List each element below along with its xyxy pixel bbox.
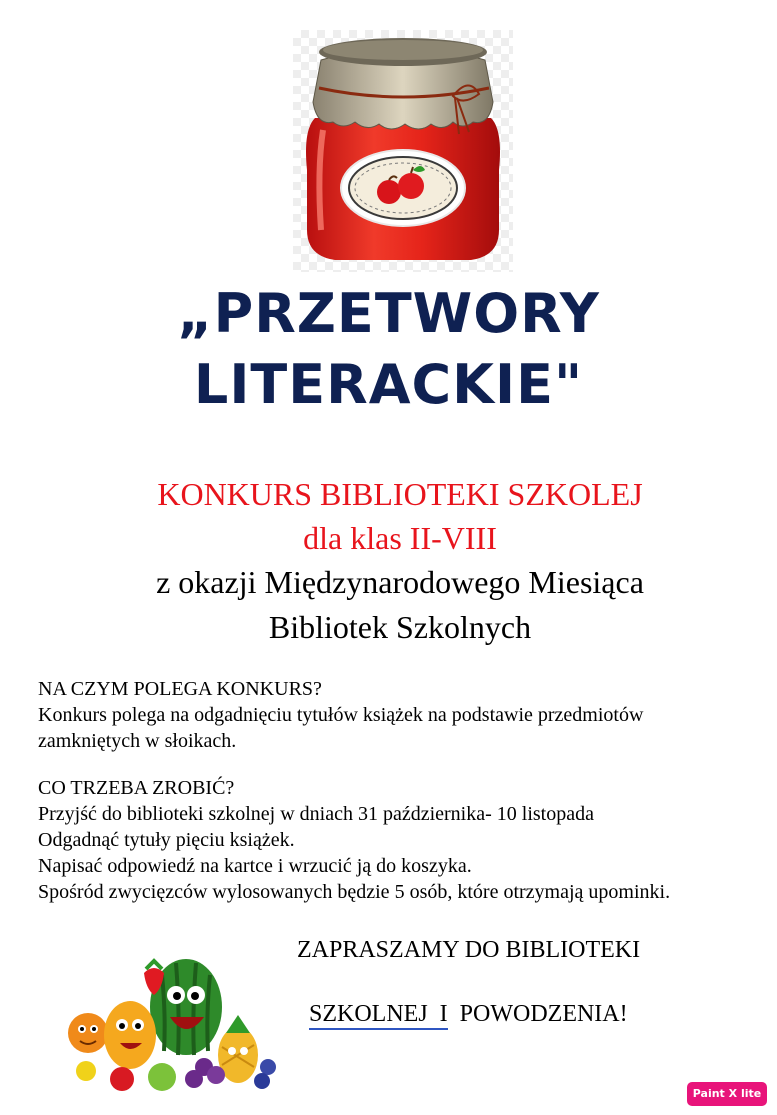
fruits-illustration [66, 955, 286, 1095]
section-heading-rules: NA CZYM POLEGA KONKURS? [38, 678, 322, 700]
steps-line: Odgadnąć tytuły pięciu książek. [38, 829, 295, 851]
occasion-line-2: Bibliotek Szkolnych [268, 609, 532, 645]
invitation-underlined-text: SZKOLNEJ I [309, 1001, 448, 1030]
cartoon-fruits-icon [66, 955, 286, 1095]
steps-line: Napisać odpowiedź na kartce i wrzucić ją do koszyka. [38, 855, 472, 877]
contest-heading: KONKURS BIBLIOTEKI SZKOLEJ [157, 476, 643, 512]
occasion-line-1: z okazji Międzynarodowego Miesiąca [156, 564, 644, 600]
steps-line: Przyjść do biblioteki szkolnej w dniach 31 października- 10 listopada [38, 803, 594, 825]
page-title-line-2: LITERACKIE" [193, 353, 584, 416]
paint-x-lite-badge: Paint X lite [687, 1082, 767, 1106]
jam-jar-icon [293, 30, 513, 272]
rules-line: zamkniętych w słoikach. [38, 730, 237, 752]
page-title-line-1: „PRZETWORY [177, 282, 600, 345]
invitation-line-2 [297, 966, 628, 1030]
invitation-line-1: ZAPRASZAMY DO BIBLIOTEKI [297, 937, 641, 963]
jam-jar-illustration [293, 30, 513, 272]
rules-line: Konkurs polega na odgadnięciu tytułów książek na podstawie przedmiotów [38, 704, 644, 726]
steps-line: Spośród zwycięzców wylosowanych będzie 5 osób, które otrzymają upominki. [38, 881, 671, 903]
grade-range: dla klas II-VIII [303, 520, 497, 556]
section-heading-steps: CO TRZEBA ZROBIĆ? [38, 777, 235, 799]
invitation-rest-text: POWODZENIA! [447, 1001, 628, 1027]
